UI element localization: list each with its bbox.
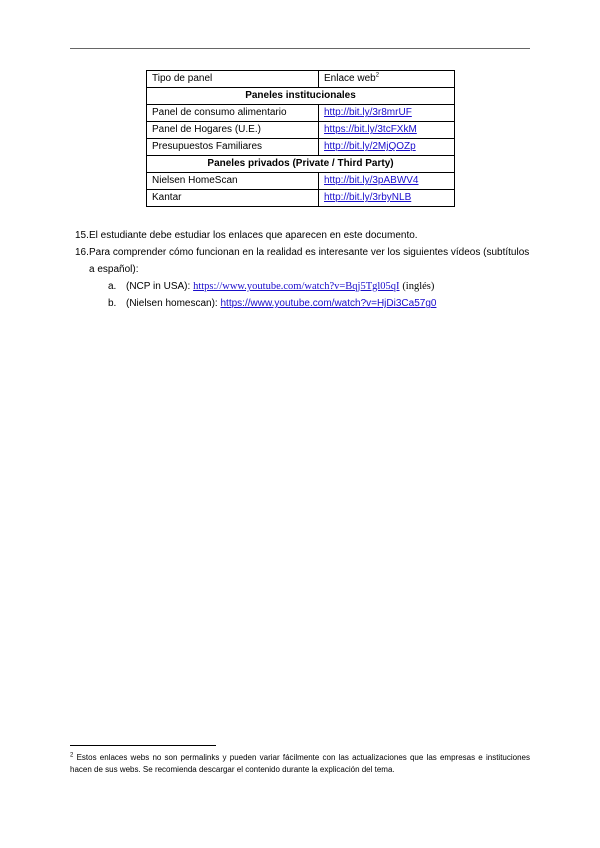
list-item-15	[70, 227, 530, 244]
footnote-text: Estos enlaces webs no son permalinks y pueden variar fácilmente con las actualizaciones que las empresas e instituciones hacen de sus webs. Se recomienda descargar el contenido durante la explicación del tema.	[70, 753, 530, 774]
footnote-ref: 2	[375, 72, 380, 79]
item-number: 16.	[75, 247, 89, 258]
table-row	[147, 173, 455, 190]
table-row	[147, 105, 455, 122]
list-item-16	[70, 244, 530, 278]
section-row-private	[147, 156, 455, 173]
panel-link[interactable]: https://bit.ly/3tcFXkM	[324, 124, 417, 135]
video-link[interactable]: https://www.youtube.com/watch?v=Bqj5Tgl05qI	[193, 281, 400, 292]
table-row	[147, 190, 455, 207]
header-cell-type: Tipo de panel	[147, 71, 319, 88]
item-number: 15.	[75, 230, 89, 241]
panel-name: Presupuestos Familiares	[147, 139, 319, 156]
panel-name: Nielsen HomeScan	[147, 173, 319, 190]
footnote	[70, 752, 530, 776]
panel-name: Kantar	[147, 190, 319, 207]
sub-item-label: (Nielsen homescan):	[126, 298, 218, 309]
section-row-institutional	[147, 88, 455, 105]
panel-link[interactable]: http://bit.ly/3r8mrUF	[324, 107, 412, 118]
sub-item-suffix: (inglés)	[402, 281, 435, 292]
numbered-list	[70, 227, 530, 312]
table-row	[147, 122, 455, 139]
sub-item-a	[70, 278, 530, 295]
header-rule	[70, 48, 530, 49]
table-row	[147, 139, 455, 156]
panel-link-cell	[319, 190, 455, 207]
sub-item-label: (NCP in USA):	[126, 281, 191, 292]
item-text: El estudiante debe estudiar los enlaces que aparecen en este documento.	[89, 230, 418, 241]
footnote-number: 2	[70, 752, 74, 759]
sub-item-b	[70, 295, 530, 312]
item-text: Para comprender cómo funcionan en la realidad es interesante ver los siguientes vídeos (subtítulos a español):	[89, 247, 530, 275]
panels-table	[146, 70, 455, 207]
panel-link-cell	[319, 139, 455, 156]
table-header-row	[147, 71, 455, 88]
footnote-rule	[70, 745, 216, 746]
panel-link[interactable]: http://bit.ly/3pABWV4	[324, 175, 419, 186]
video-link[interactable]: https://www.youtube.com/watch?v=HjDi3Ca57g0	[220, 298, 437, 309]
sub-item-letter: b.	[108, 298, 117, 309]
panel-name: Panel de Hogares (U.E.)	[147, 122, 319, 139]
section-title-institutional: Paneles institucionales	[147, 88, 455, 105]
header-cell-link	[319, 71, 455, 88]
panel-link[interactable]: http://bit.ly/2MjQOZp	[324, 141, 416, 152]
panel-link[interactable]: http://bit.ly/3rbyNLB	[324, 192, 412, 203]
panel-link-cell	[319, 105, 455, 122]
sub-item-letter: a.	[108, 281, 117, 292]
panel-link-cell	[319, 122, 455, 139]
panel-link-cell	[319, 173, 455, 190]
section-title-private: Paneles privados (Private / Third Party)	[147, 156, 455, 173]
header-link-label: Enlace web	[324, 73, 376, 84]
panel-name: Panel de consumo alimentario	[147, 105, 319, 122]
